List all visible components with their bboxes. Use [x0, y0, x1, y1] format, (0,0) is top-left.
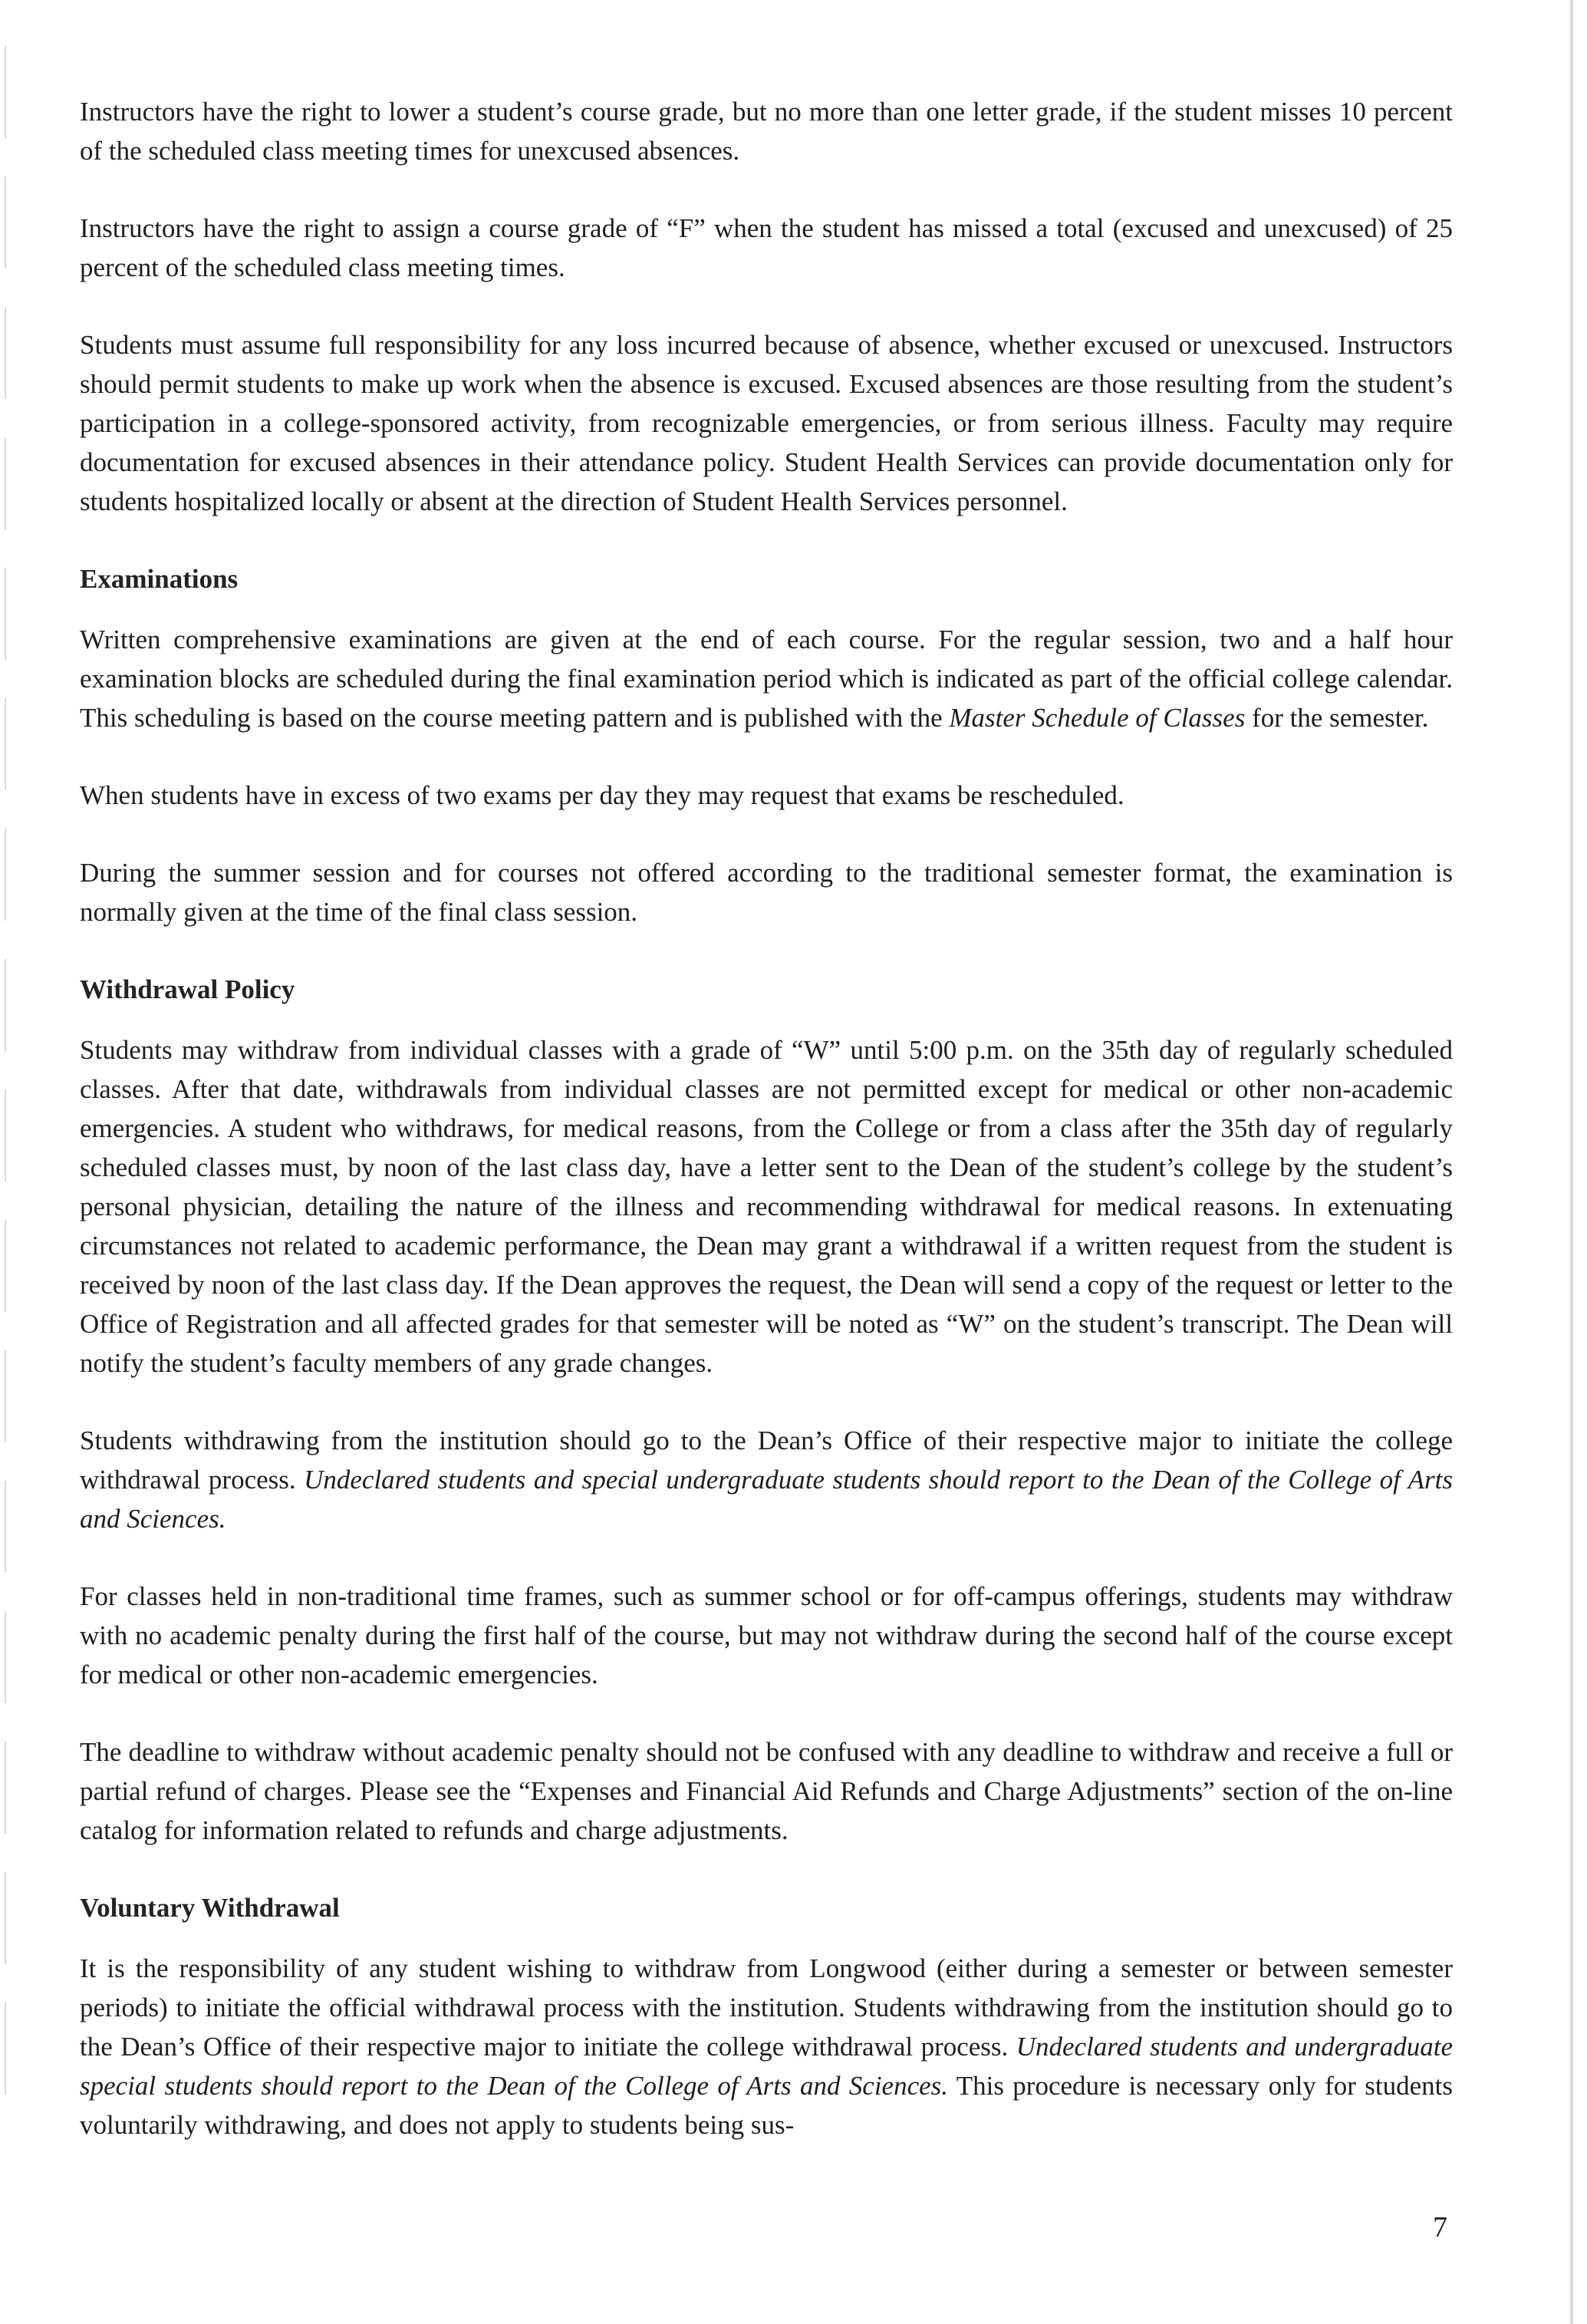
- scan-margin-marks: [0, 0, 15, 2324]
- withdrawal-p2-italic-note: Undeclared students and special undergraduate students should report to the Dean of the College of Arts and Sciences.: [80, 1465, 1453, 1534]
- examinations-paragraph-3: During the summer session and for courses not offered according to the traditional semester format, the examination is normally given at the time of the final class session.: [80, 858, 1453, 927]
- withdrawal-policy-paragraph-3: For classes held in non-traditional time frames, such as summer school or for off-campus offerings, students may withdraw with no academic penalty during the first half of the course, but may not withdraw during the second half of the course except for medical or other non-academic emergencies.: [80, 1581, 1453, 1689]
- voluntary-p1-text: It is the responsibility of any student wishing to withdraw from Longwood (either during a semester or between semester periods) to initiate the official withdrawal process with the institution. Students withdrawing from the institution should go to the Dean’s Office of their respective major to initiate the college withdrawal process.: [80, 1953, 1453, 2062]
- absence-f-grade-paragraph: Instructors have the right to assign a course grade of “F” when the student has missed a total (excused and unexcused) of 25 percent of the scheduled class meeting times.: [80, 213, 1453, 282]
- withdrawal-policy-paragraph-1: Students may withdraw from individual classes with a grade of “W” until 5:00 p.m. on the 35th day of regularly scheduled classes. After that date, withdrawals from individual classes are not permitted except for medical or other non-academic emergencies. A student who withdraws, for medical reasons, from the College or from a class after the 35th day of regularly scheduled classes must, by noon of the last class day, have a letter sent to the Dean of the student’s college by the student’s personal physician, detailing the nature of the illness and recommending withdrawal for medical reasons. In extenuating circumstances not related to academic performance, the Dean may grant a withdrawal if a written request from the student is received by noon of the last class day. If the Dean approves the request, the Dean will send a copy of the request or letter to the Office of Registration and all affected grades for that semester will be noted as “W” on the student’s transcript. The Dean will notify the student’s faculty members of any grade changes.: [80, 1035, 1453, 1378]
- page-number: 7: [1433, 2211, 1447, 2243]
- voluntary-p1-tail: This procedure is necessary only for students voluntarily withdrawing, and does not apply to students being sus-: [80, 2071, 1453, 2140]
- examinations-heading: Examinations: [80, 564, 239, 594]
- absence-responsibility-paragraph: Students must assume full responsibility for any loss incurred because of absence, whether excused or unexcused. Instructors should permit students to make up work when the absence is excused. Excused absences are those resulting from the student’s participation in a college-sponsored activity, from recognizable emergencies, or from serious illness. Faculty may require documentation for excused absences in their attendance policy. Student Health Services can provide documentation only for students hospitalized locally or absent at the direction of Student Health Services personnel.: [80, 330, 1453, 516]
- withdrawal-p2-text: Students withdrawing from the institution should go to the Dean’s Office of their respective major to initiate the college withdrawal process.: [80, 1426, 1453, 1495]
- withdrawal-policy-heading: Withdrawal Policy: [80, 974, 295, 1004]
- examinations-p1-text: Written comprehensive examinations are given at the end of each course. For the regular session, two and a half hour examination blocks are scheduled during the final examination period which is indicated as part of the official college calendar. This scheduling is based on the course meeting pattern and is published with the: [80, 625, 1453, 733]
- withdrawal-policy-paragraph-2: [80, 1421, 1453, 1538]
- voluntary-p1-italic-note: Undeclared students and undergraduate special students should report to the Dean of the College of Arts and Sciences.: [80, 2032, 1453, 2101]
- document-body: [80, 92, 1453, 2144]
- withdrawal-policy-paragraph-4: The deadline to withdraw without academic penalty should not be confused with any deadline to withdraw and receive a full or partial refund of charges. Please see the “Expenses and Financial Aid Refunds and Charge Adjustments” section of the on-line catalog for information related to refunds and charge adjustments.: [80, 1737, 1453, 1845]
- absence-grade-lowering-paragraph: Instructors have the right to lower a student’s course grade, but no more than one letter grade, if the student misses 10 percent of the scheduled class meeting times for unexcused absences.: [80, 97, 1453, 166]
- examinations-paragraph-2: When students have in excess of two exams per day they may request that exams be rescheduled.: [80, 780, 1124, 810]
- voluntary-withdrawal-paragraph: [80, 1949, 1453, 2144]
- examinations-paragraph-1: [80, 620, 1453, 737]
- page-edge-shadow: [1570, 0, 1573, 2324]
- examinations-p1-tail: for the semester.: [1245, 703, 1429, 733]
- voluntary-withdrawal-heading: Voluntary Withdrawal: [80, 1893, 340, 1923]
- master-schedule-title: Master Schedule of Classes: [949, 703, 1246, 733]
